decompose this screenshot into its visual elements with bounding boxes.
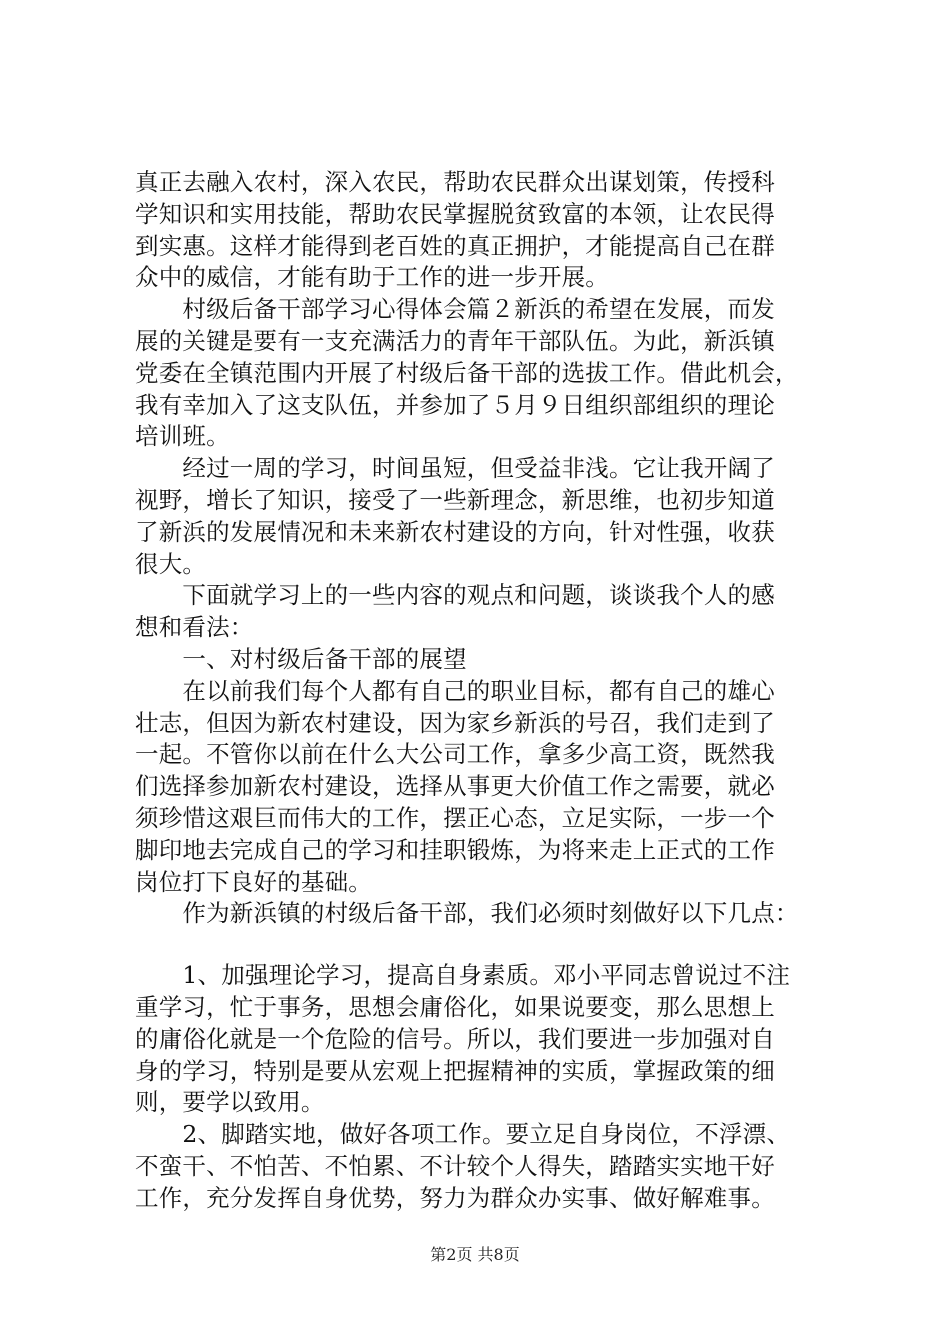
text-line: 我有幸加入了这支队伍，并参加了５月９日组织部组织的理论 (135, 390, 775, 419)
text-line: 培训班。 (135, 422, 230, 451)
text-line: 不蛮干、不怕苦、不怕累、不计较个人得失，踏踏实实地干好 (135, 1151, 775, 1180)
text-line: 重学习，忙于事务，思想会庸俗化，如果说要变，那么思想上 (135, 992, 775, 1021)
text-line: 众中的威信，才能有助于工作的进一步开展。 (135, 263, 609, 292)
text-line: 经过一周的学习，时间虽短，但受益非浅。它让我开阔了 (135, 454, 775, 483)
text-line: 脚印地去完成自己的学习和挂职锻炼，为将来走上正式的工作 (135, 835, 775, 864)
document-body (135, 167, 835, 1215)
text-line: 展的关键是要有一支充满活力的青年干部队伍。为此，新浜镇 (135, 326, 775, 355)
text-line: 则，要学以致用。 (135, 1088, 325, 1117)
paragraph-gap (135, 930, 835, 960)
text-line: 到实惠。这样才能得到老百姓的真正拥护，才能提高自己在群 (135, 231, 775, 260)
text-line: 须珍惜这艰巨而伟大的工作，摆正心态，立足实际，一步一个 (135, 803, 775, 832)
text-line: 学知识和实用技能，帮助农民掌握脱贫致富的本领，让农民得 (135, 199, 775, 228)
text-line: 想和看法： (135, 613, 254, 642)
text-line: 的庸俗化就是一个危险的信号。所以，我们要进一步加强对自 (135, 1024, 775, 1053)
section-heading: 一、对村级后备干部的展望 (135, 644, 467, 673)
text-line: 下面就学习上的一些内容的观点和问题，谈谈我个人的感 (135, 581, 775, 610)
text-line: 视野，增长了知识，接受了一些新理念，新思维，也初步知道 (135, 485, 775, 514)
text-line: 们选择参加新农村建设，选择从事更大价值工作之需要，就必 (135, 772, 775, 801)
text-line: 一起。不管你以前在什么大公司工作，拿多少高工资，既然我 (135, 740, 775, 769)
text-line: 作为新浜镇的村级后备干部，我们必须时刻做好以下几点： (135, 899, 799, 928)
text-line: 了新浜的发展情况和未来新农村建设的方向，针对性强，收获 (135, 517, 775, 546)
text-line: 工作，充分发挥自身优势，努力为群众办实事、做好解难事。 (135, 1183, 775, 1212)
text-line: 壮志，但因为新农村建设，因为家乡新浜的号召，我们走到了 (135, 708, 775, 737)
text-line: 党委在全镇范围内开展了村级后备干部的选拔工作。借此机会， (135, 358, 799, 387)
text-line: 村级后备干部学习心得体会篇２新浜的希望在发展，而发 (135, 295, 775, 324)
text-line: 很大。 (135, 549, 207, 578)
text-line: 岗位打下良好的基础。 (135, 867, 372, 896)
text-line: 2、脚踏实地，做好各项工作。要立足自身岗位，不浮漂、 (135, 1120, 791, 1149)
page-number-footer: 第2页 共8页 (430, 1245, 520, 1264)
text-line: 真正去融入农村，深入农民，帮助农民群众出谋划策，传授科 (135, 168, 775, 196)
text-line: 1、加强理论学习，提高自身素质。邓小平同志曾说过不注 (135, 961, 791, 990)
text-line: 在以前我们每个人都有自己的职业目标，都有自己的雄心 (135, 676, 775, 705)
text-line: 身的学习，特别是要从宏观上把握精神的实质，掌握政策的细 (135, 1056, 775, 1085)
